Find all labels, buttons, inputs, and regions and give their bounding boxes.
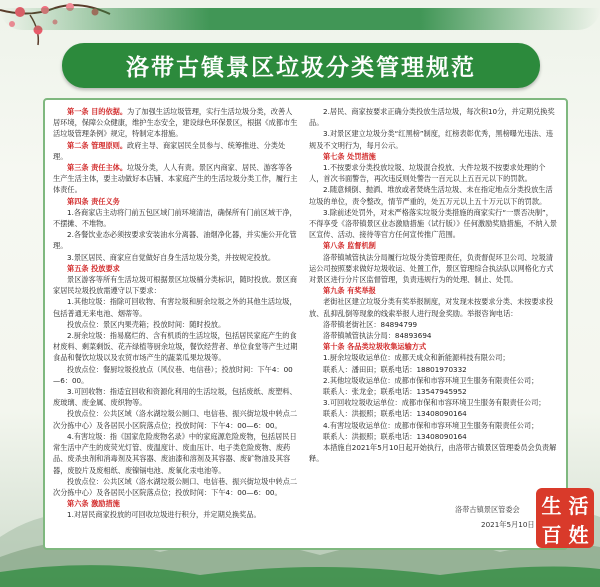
article-label: 第四条 责任义务 bbox=[67, 196, 120, 206]
article-label: 第二条 管理原则。 bbox=[67, 140, 128, 150]
article-paragraph bbox=[53, 386, 299, 408]
article-paragraph bbox=[309, 408, 559, 419]
article-paragraph bbox=[309, 330, 559, 341]
article-paragraph bbox=[309, 106, 559, 128]
article-text: 联系人：洪振照；联系电话：13408090164 bbox=[323, 431, 467, 441]
article-paragraph bbox=[309, 252, 559, 286]
article-text: 投放点位：景区内果壳箱；投放时间：随时投放。 bbox=[67, 319, 226, 329]
article-text: 垃圾分类，人人有责。景区内商家、居民、游客等各生产生活主体，要主动做好本店铺、本家庭产生的生活垃圾分类工作，履行主体责任。 bbox=[53, 163, 298, 195]
article-text: 投放点位：餐厨垃圾投放点（风仪巷、电信巷）；投放时间：下午4：00—6：00。 bbox=[53, 364, 293, 385]
article-heading bbox=[309, 285, 559, 296]
article-text: 3.可回收物：指适宜回收和资源化利用的生活垃圾，包括废纸、废塑料、废玻璃、废金属、废织物等。 bbox=[53, 387, 297, 408]
article-text: 联系人：洪振照；联系电话：13408090164 bbox=[323, 409, 467, 419]
page-title: 洛带古镇景区垃圾分类管理规范 bbox=[126, 55, 476, 81]
article-paragraph bbox=[309, 397, 559, 408]
article-heading bbox=[309, 151, 559, 162]
article-text: 2.其他垃圾收运单位：成都市保和市容环境卫生服务有限责任公司； bbox=[323, 375, 539, 385]
article-text: 3.除前述处罚外，对未严格落实垃圾分类措施的商家实行“一票否决制”，不得享受《洛带镇景区业态激励措施（试行版）》任何激励奖励措施，不纳入景区宣传、活动、接待等官方任何宣传推广范围。 bbox=[309, 207, 557, 240]
article-text: 3.对景区建立垃圾分类“红黑榜”制度，红榜表彰优秀，黑榜曝光违法、违规及不文明行为，每月公示。 bbox=[309, 129, 553, 150]
article-heading bbox=[309, 341, 559, 352]
article-paragraph bbox=[53, 252, 299, 263]
article-text: 3.可回收垃圾收运单位：成都市保和市容环境卫生服务有限责任公司； bbox=[323, 398, 546, 408]
article-text: 本措施自2021年5月10日起开始执行，由洛带古镇景区管理委员会负责解释。 bbox=[309, 443, 557, 464]
article-label: 第十条 各品类垃圾收集运输方式 bbox=[323, 342, 427, 352]
article-text: 洛带镇老街社区：84894799 bbox=[323, 319, 418, 329]
article-label: 第九条 有奖举报 bbox=[323, 286, 376, 296]
article-text: 2.随意倾倒、抛洒、堆放或者焚烧生活垃圾、未在指定地点分类投放生活垃圾的单位，责令整改，情节严重的，处五万元以上五十万元以下的罚款。 bbox=[309, 185, 553, 206]
article-paragraph bbox=[53, 229, 299, 251]
seal-char: 百 bbox=[541, 523, 562, 547]
regulation-panel bbox=[43, 98, 568, 550]
article-text: 景区游客等所有生活垃圾可根据景区垃圾桶分类标识，随时投放。景区商家居民垃圾投放需遵守以下要求： bbox=[53, 275, 298, 296]
article-paragraph bbox=[53, 509, 299, 520]
left-column bbox=[53, 106, 299, 521]
article-label: 第六条 激励措施 bbox=[67, 499, 120, 509]
article-text: 4.有害垃圾：指《国家危险废物名录》中的家庭源危险废物，包括居民日常生活中产生的废荧光灯管、废温度计、废血压计、电子类危险废物、废药品、废杀虫剂和消毒剂及其容器、废油漆和溶剂及其容器、废矿物油及其容器，废胶片及废相纸、废镍镉电池、废氧化汞电池等。 bbox=[53, 431, 297, 475]
article-text: 洛带镇城管执法分局：84893694 bbox=[323, 331, 432, 341]
seal-stamp bbox=[536, 488, 594, 548]
article-paragraph bbox=[309, 319, 559, 330]
article-paragraph bbox=[53, 274, 299, 296]
top-green-band bbox=[0, 8, 600, 30]
article-paragraph bbox=[309, 442, 559, 464]
article-text: 联系人：潘田田；联系电话：18801970332 bbox=[323, 364, 467, 374]
article-text: 为了加强生活垃圾管理，实行生活垃圾分类，改善人居环境，保障公众健康，维护生态安全，建设绿色环保景区，根据《成都市生活垃圾管理条例》规定，特制定本措施。 bbox=[53, 107, 298, 139]
right-column bbox=[309, 106, 559, 465]
article-paragraph bbox=[309, 128, 559, 150]
article-heading bbox=[53, 140, 299, 162]
article-label: 第五条 投放要求 bbox=[67, 263, 120, 273]
signature-org: 洛带古镇景区管委会 bbox=[455, 505, 520, 514]
article-label: 第七条 处罚措施 bbox=[323, 151, 376, 161]
article-paragraph bbox=[309, 352, 559, 363]
article-text: 投放点位：公共区域（洛水湖垃圾公厕口、电信巷、振兴街垃圾中转点二次分拣中心）及各居民小区院落点位；投放时间：下午4：00—6：00。 bbox=[53, 409, 298, 430]
article-text: 投放点位：公共区域（洛水湖垃圾公厕口、电信巷、振兴街垃圾中转点二次分拣中心）及各居民小区院落点位；投放时间：下午4：00—6：00。 bbox=[53, 476, 298, 497]
article-text: 洛带镇城管执法分局履行垃圾分类管理责任，负责督促环卫公司、垃圾清运公司按照要求做好垃圾收运、处置工作，景区管理综合执法队以网格化方式对景区进行分片区监督管理，负责违规行为的处理、制止、处罚。 bbox=[309, 252, 554, 285]
article-heading bbox=[53, 196, 299, 207]
seal-char: 姓 bbox=[568, 523, 589, 547]
article-label: 第八条 监督机制 bbox=[323, 241, 376, 251]
article-label: 第三条 责任主体。 bbox=[67, 163, 128, 173]
article-paragraph bbox=[309, 375, 559, 386]
article-paragraph bbox=[53, 408, 299, 430]
article-paragraph bbox=[309, 364, 559, 375]
article-text: 1.厨余垃圾收运单位：成都天成众和新能源科技有限公司； bbox=[323, 353, 510, 363]
article-text: 1.不按要求分类投放垃圾、垃圾混合投放、大件垃圾不按要求处理的个人，首次书面警告，再次违反则处警告一百元以上五百元以下的罚款。 bbox=[309, 163, 546, 184]
article-text: 3.景区居民、商家应自觉做好自身生活垃圾分类，并按规定投放。 bbox=[67, 252, 276, 262]
article-heading bbox=[53, 162, 299, 196]
article-text: 政府主导、商家居民全员参与、统筹推进、分类处理。 bbox=[53, 140, 286, 161]
article-paragraph bbox=[309, 162, 559, 184]
article-text: 4.有害垃圾收运单位：成都市保和市容环境卫生服务有限责任公司； bbox=[323, 420, 539, 430]
article-heading bbox=[53, 263, 299, 274]
seal-char: 生 bbox=[541, 494, 562, 518]
article-paragraph bbox=[53, 319, 299, 330]
article-text: 1.其他垃圾：指除可回收物、有害垃圾和厨余垃圾之外的其他生活垃圾，包括普通无来电池、烟蒂等。 bbox=[53, 297, 297, 318]
article-text: 2.厨余垃圾：指易腐烂的、含有机质的生活垃圾，包括居民家庭产生的食材废料、剩菜剩饭、花卉绿植等厨余垃圾，餐饮经营者、单位食堂等产生过期食品和餐饮垃圾以及农贸市场产生的蔬菜瓜果垃圾等。 bbox=[53, 331, 298, 363]
article-paragraph bbox=[53, 296, 299, 318]
article-paragraph bbox=[53, 207, 299, 229]
article-paragraph bbox=[309, 386, 559, 397]
article-heading bbox=[309, 240, 559, 251]
article-text: 2.各餐饮业态必须按要求安装油水分离器、油烟净化器，并实施公开化管理。 bbox=[53, 230, 297, 251]
article-paragraph bbox=[309, 296, 559, 318]
article-paragraph bbox=[309, 420, 559, 431]
article-heading bbox=[53, 106, 299, 140]
article-label: 第一条 目的依据。 bbox=[67, 107, 128, 116]
article-paragraph bbox=[53, 364, 299, 386]
article-paragraph bbox=[53, 476, 299, 498]
article-text: 1.各商家店主动将门前五包区域门前环境清洁，确保所有门前区域干净，不摆摊、不堆物。 bbox=[53, 207, 297, 229]
article-text: 1.对居民商家投放的可回收垃圾进行积分，并定期兑换奖品。 bbox=[67, 510, 261, 520]
article-paragraph bbox=[53, 431, 299, 476]
title-banner bbox=[62, 43, 540, 88]
article-text: 老街社区建立垃圾分类有奖举报制度，对发现未按要求分类、未按要求投放、乱抑乱倒等现象的线索举报人进行现金奖励。举报咨询电话： bbox=[309, 297, 554, 318]
article-paragraph bbox=[53, 330, 299, 364]
article-heading bbox=[53, 498, 299, 509]
seal-char: 活 bbox=[568, 494, 589, 518]
article-text: 联系人：张龙金；联系电话：13547945952 bbox=[323, 387, 467, 397]
article-paragraph bbox=[309, 207, 559, 241]
signature-date: 2021年5月10日 bbox=[481, 520, 535, 529]
article-text: 2.居民、商家按要求正确分类投放生活垃圾，每次积10分，并定期兑换奖品。 bbox=[309, 107, 555, 128]
article-paragraph bbox=[309, 184, 559, 206]
article-paragraph bbox=[309, 431, 559, 442]
